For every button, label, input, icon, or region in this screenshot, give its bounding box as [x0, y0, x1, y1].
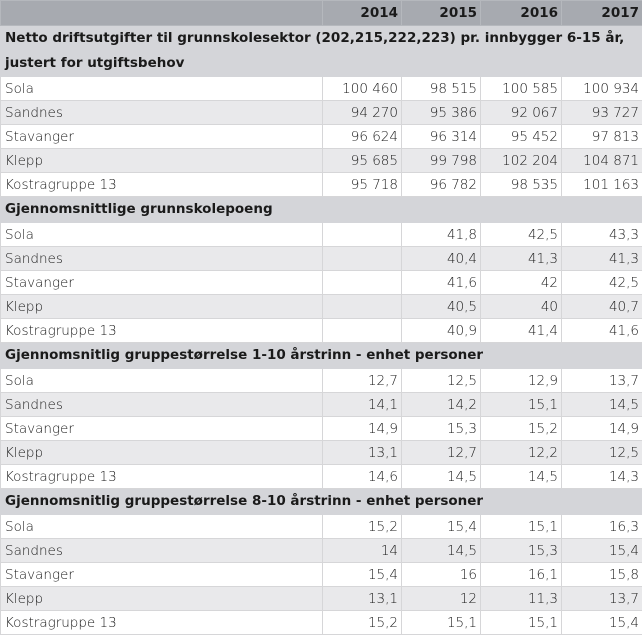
section-header-row [1, 343, 642, 369]
row-label: Sandnes [1, 101, 323, 125]
value-cell: 14,3 [562, 465, 642, 489]
value-cell: 15,8 [562, 563, 642, 587]
table-row [1, 587, 642, 611]
table-row [1, 125, 642, 149]
value-cell: 12 [402, 587, 481, 611]
row-label: Klepp [1, 587, 323, 611]
value-cell: 15,4 [562, 611, 642, 635]
row-label: Sola [1, 223, 323, 247]
value-cell: 41,3 [481, 247, 562, 271]
value-cell: 15,4 [323, 563, 402, 587]
value-cell: 40,4 [402, 247, 481, 271]
value-cell: 100 934 [562, 77, 642, 101]
year-header: 2015 [402, 1, 481, 26]
year-header: 2014 [323, 1, 402, 26]
value-cell [323, 271, 402, 295]
section-title: Netto driftsutgifter til grunnskolesektor (202,215,222,223) pr. innbygger 6-15 år, justert for utgiftsbehov [1, 26, 642, 77]
value-cell: 12,7 [323, 369, 402, 393]
value-cell: 15,4 [562, 539, 642, 563]
value-cell: 97 813 [562, 125, 642, 149]
value-cell: 94 270 [323, 101, 402, 125]
header-blank-cell [1, 1, 323, 26]
value-cell: 14,2 [402, 393, 481, 417]
value-cell: 96 314 [402, 125, 481, 149]
table-row [1, 539, 642, 563]
row-label: Kostragruppe 13 [1, 319, 323, 343]
table-row [1, 271, 642, 295]
value-cell: 15,4 [402, 515, 481, 539]
value-cell [323, 223, 402, 247]
value-cell: 15,1 [402, 611, 481, 635]
value-cell: 41,3 [562, 247, 642, 271]
value-cell: 14,1 [323, 393, 402, 417]
value-cell: 95 718 [323, 173, 402, 197]
value-cell [323, 247, 402, 271]
value-cell: 14,9 [562, 417, 642, 441]
value-cell: 41,4 [481, 319, 562, 343]
table-row [1, 149, 642, 173]
table-row [1, 393, 642, 417]
value-cell: 42,5 [481, 223, 562, 247]
table-row [1, 77, 642, 101]
value-cell: 42 [481, 271, 562, 295]
value-cell: 16 [402, 563, 481, 587]
value-cell: 15,3 [402, 417, 481, 441]
value-cell: 12,2 [481, 441, 562, 465]
value-cell: 100 585 [481, 77, 562, 101]
value-cell: 12,5 [562, 441, 642, 465]
value-cell: 99 798 [402, 149, 481, 173]
value-cell: 15,2 [481, 417, 562, 441]
value-cell [323, 319, 402, 343]
value-cell: 95 452 [481, 125, 562, 149]
value-cell: 12,9 [481, 369, 562, 393]
table-row [1, 417, 642, 441]
value-cell: 98 515 [402, 77, 481, 101]
section-title: Gjennomsnitlig gruppestørrelse 8-10 årstrinn - enhet personer [1, 489, 642, 515]
value-cell: 95 386 [402, 101, 481, 125]
table-row [1, 611, 642, 635]
section-title: Gjennomsnitlig gruppestørrelse 1-10 årstrinn - enhet personer [1, 343, 642, 369]
value-cell: 13,7 [562, 587, 642, 611]
value-cell: 15,3 [481, 539, 562, 563]
value-cell: 16,3 [562, 515, 642, 539]
value-cell: 11,3 [481, 587, 562, 611]
value-cell: 14,5 [402, 465, 481, 489]
row-label: Sandnes [1, 393, 323, 417]
table-row [1, 441, 642, 465]
value-cell: 93 727 [562, 101, 642, 125]
value-cell: 14 [323, 539, 402, 563]
row-label: Sola [1, 77, 323, 101]
value-cell: 104 871 [562, 149, 642, 173]
value-cell: 95 685 [323, 149, 402, 173]
row-label: Klepp [1, 149, 323, 173]
value-cell: 14,5 [562, 393, 642, 417]
table-row [1, 223, 642, 247]
row-label: Sandnes [1, 247, 323, 271]
value-cell: 40,9 [402, 319, 481, 343]
row-label: Klepp [1, 441, 323, 465]
row-label: Stavanger [1, 271, 323, 295]
value-cell: 100 460 [323, 77, 402, 101]
value-cell: 40 [481, 295, 562, 319]
value-cell: 12,7 [402, 441, 481, 465]
value-cell: 42,5 [562, 271, 642, 295]
section-header-row [1, 26, 642, 77]
row-label: Kostragruppe 13 [1, 173, 323, 197]
value-cell: 43,3 [562, 223, 642, 247]
table-body [1, 26, 642, 635]
value-cell: 13,1 [323, 587, 402, 611]
value-cell: 41,6 [562, 319, 642, 343]
table-row [1, 173, 642, 197]
row-label: Stavanger [1, 125, 323, 149]
value-cell: 14,6 [323, 465, 402, 489]
value-cell: 102 204 [481, 149, 562, 173]
header-row [1, 1, 642, 26]
table-row [1, 369, 642, 393]
table-row [1, 563, 642, 587]
table-row [1, 319, 642, 343]
value-cell: 40,7 [562, 295, 642, 319]
row-label: Stavanger [1, 563, 323, 587]
section-header-row [1, 197, 642, 223]
value-cell: 14,9 [323, 417, 402, 441]
value-cell: 13,1 [323, 441, 402, 465]
year-header: 2017 [562, 1, 642, 26]
row-label: Stavanger [1, 417, 323, 441]
value-cell: 15,1 [481, 611, 562, 635]
value-cell: 40,5 [402, 295, 481, 319]
table-row [1, 515, 642, 539]
value-cell: 41,8 [402, 223, 481, 247]
table-row [1, 101, 642, 125]
row-label: Sola [1, 369, 323, 393]
section-header-row [1, 489, 642, 515]
row-label: Kostragruppe 13 [1, 611, 323, 635]
row-label: Sandnes [1, 539, 323, 563]
value-cell: 92 067 [481, 101, 562, 125]
section-title: Gjennomsnittlige grunnskolepoeng [1, 197, 642, 223]
year-header: 2016 [481, 1, 562, 26]
value-cell [323, 295, 402, 319]
value-cell: 15,2 [323, 515, 402, 539]
value-cell: 96 782 [402, 173, 481, 197]
value-cell: 98 535 [481, 173, 562, 197]
row-label: Sola [1, 515, 323, 539]
table-row [1, 295, 642, 319]
value-cell: 15,2 [323, 611, 402, 635]
value-cell: 15,1 [481, 515, 562, 539]
table-row [1, 247, 642, 271]
row-label: Klepp [1, 295, 323, 319]
value-cell: 13,7 [562, 369, 642, 393]
value-cell: 14,5 [481, 465, 562, 489]
value-cell: 101 163 [562, 173, 642, 197]
value-cell: 12,5 [402, 369, 481, 393]
value-cell: 41,6 [402, 271, 481, 295]
value-cell: 14,5 [402, 539, 481, 563]
value-cell: 96 624 [323, 125, 402, 149]
table-row [1, 465, 642, 489]
value-cell: 16,1 [481, 563, 562, 587]
value-cell: 15,1 [481, 393, 562, 417]
row-label: Kostragruppe 13 [1, 465, 323, 489]
